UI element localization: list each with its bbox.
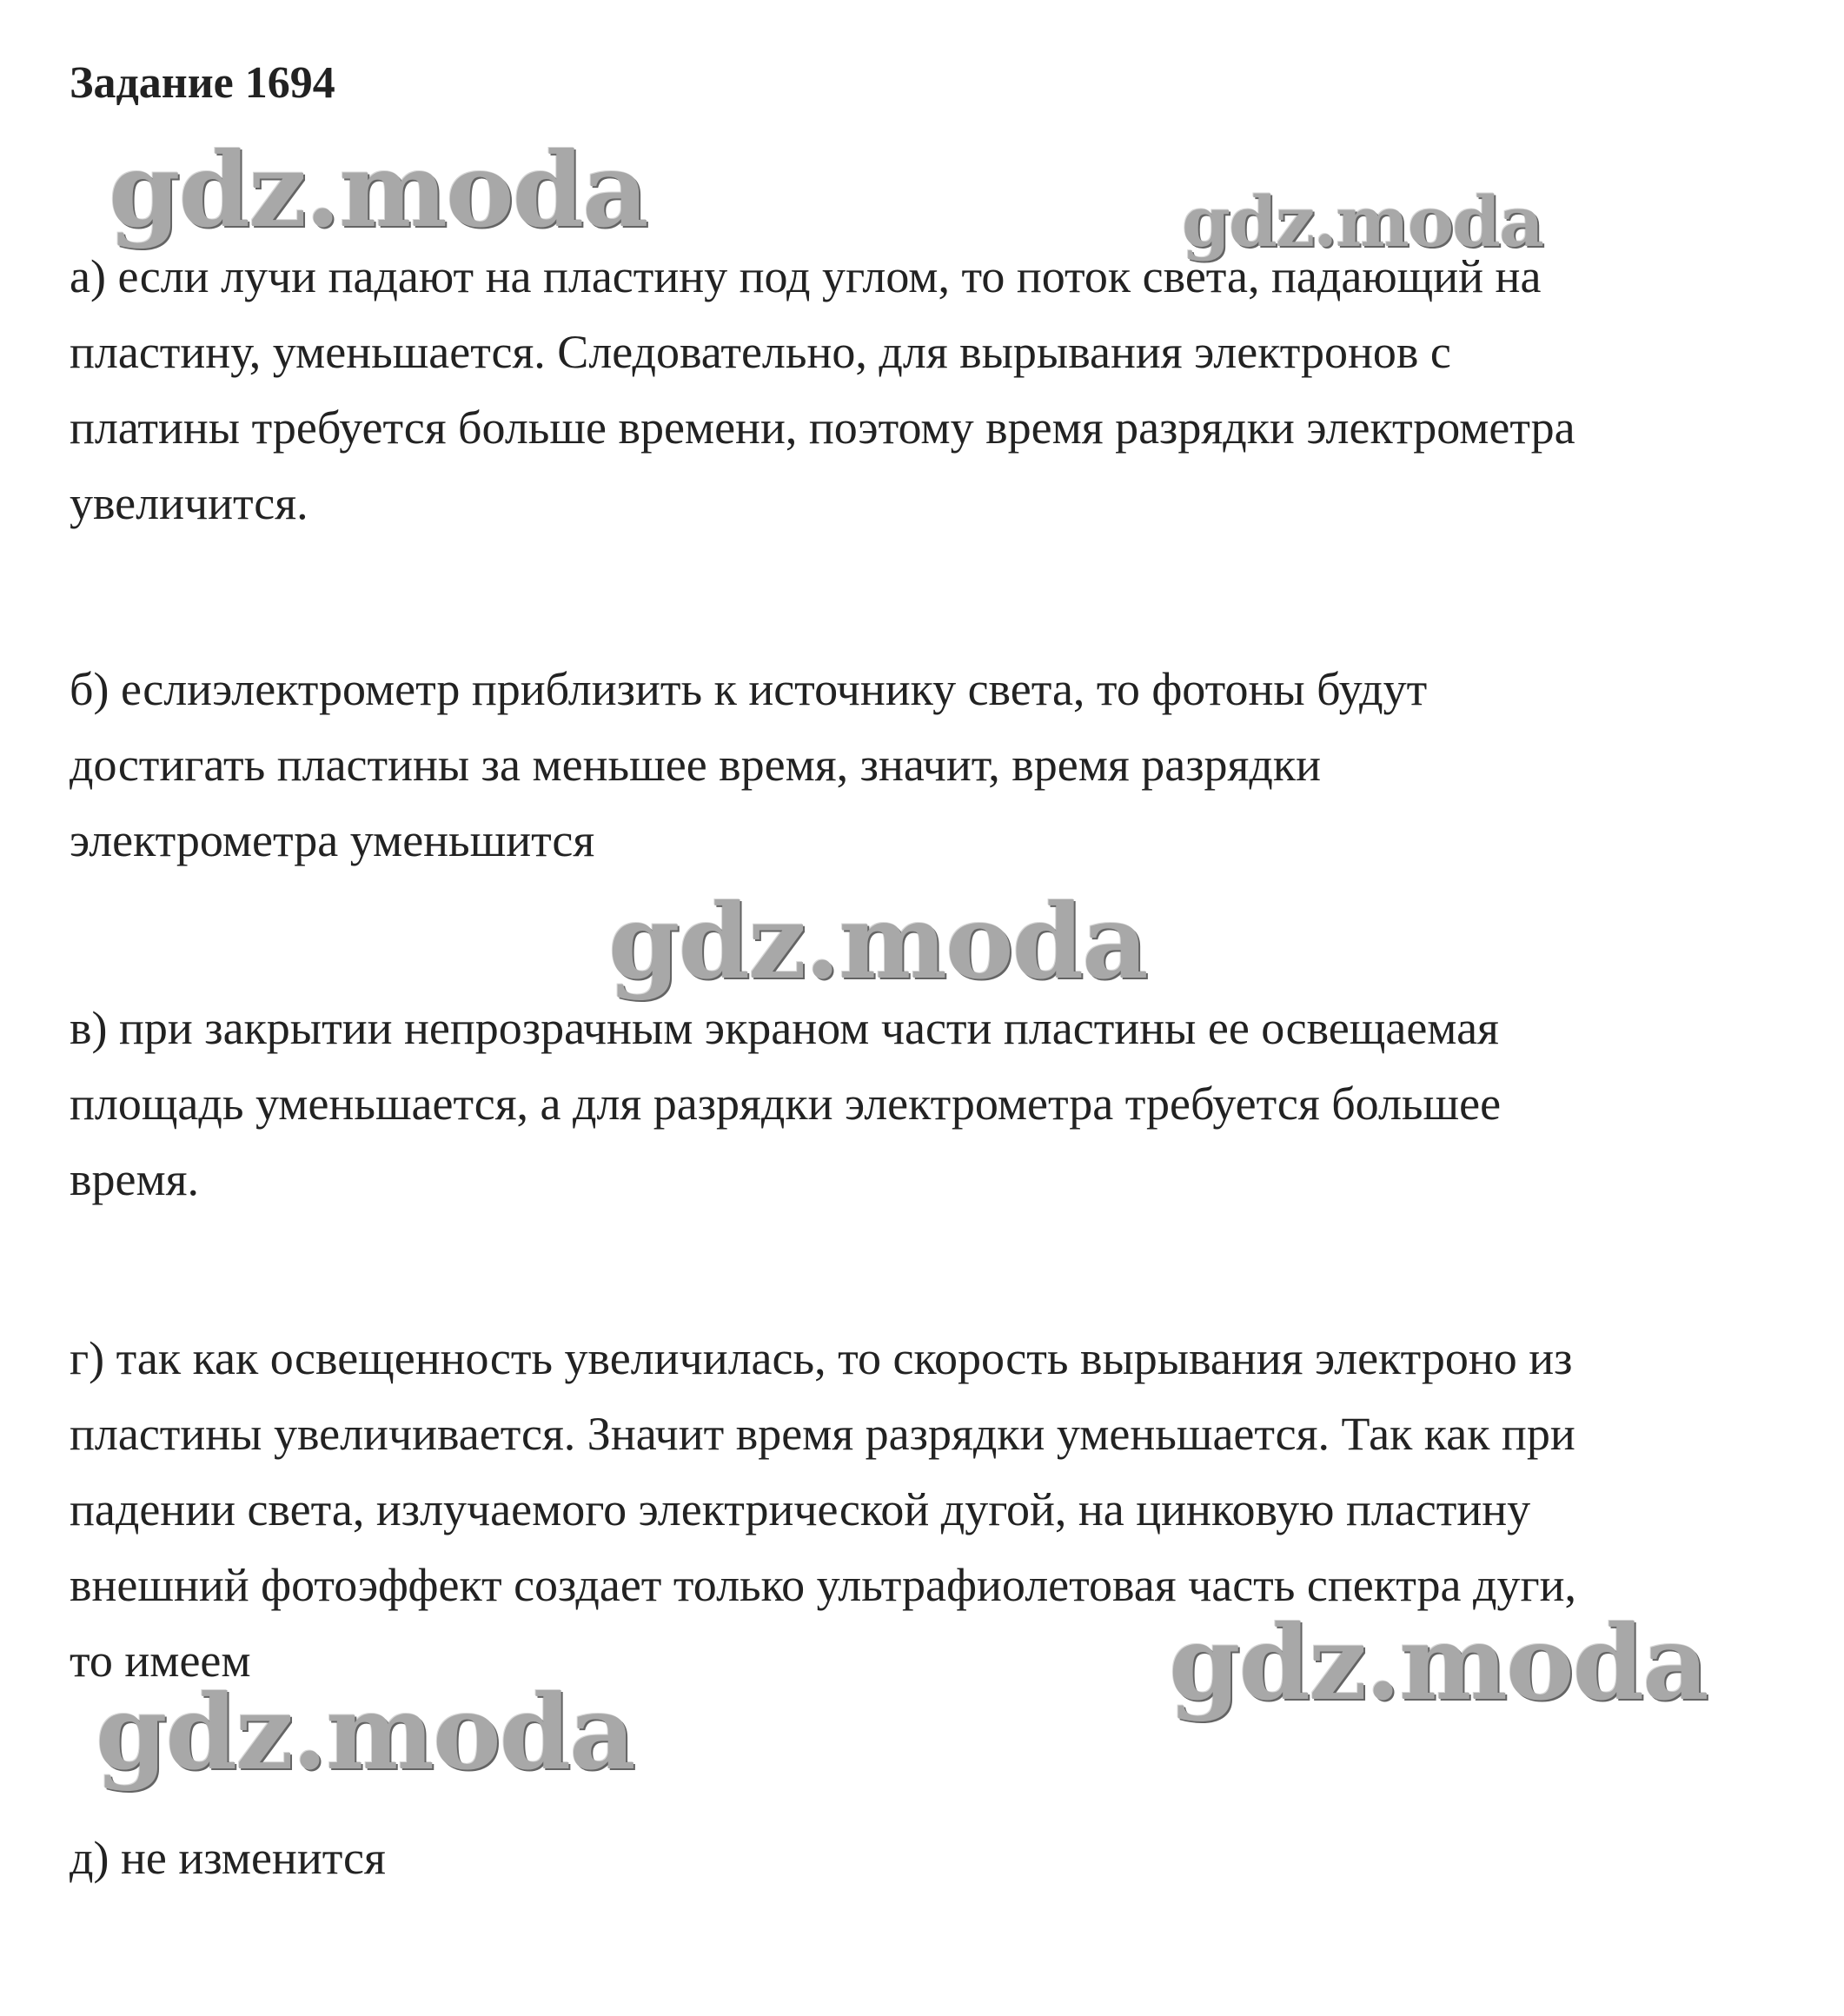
text-line: электрометра уменьшится <box>70 814 595 866</box>
text-line: увеличится. <box>70 477 308 529</box>
text-line: достигать пластины за меньшее время, значит, время разрядки <box>70 739 1321 791</box>
text-line: в) при закрытии непрозрачным экраном части пластины ее освещаемая <box>70 1002 1499 1054</box>
text-line: пластины увеличивается. Значит время разрядки уменьшается. Так как при <box>70 1408 1575 1460</box>
text-line: время. <box>70 1153 199 1205</box>
answer-a <box>70 239 1738 541</box>
watermark: gdz.moda <box>1169 1602 1708 1723</box>
text-line: д) не изменится <box>70 1832 386 1884</box>
answer-c <box>70 991 1738 1217</box>
text-line: то имеем <box>70 1635 251 1687</box>
text-line: падении света, излучаемого электрической дугой, на цинковую пластину <box>70 1483 1531 1535</box>
answer-b <box>70 652 1738 879</box>
task-title: Задание 1694 <box>70 58 335 108</box>
answer-d <box>70 1321 1738 1699</box>
watermark: gdz.moda <box>109 129 647 250</box>
answer-e <box>70 1820 1738 1896</box>
text-line: платины требуется больше времени, поэтому время разрядки электрометра <box>70 401 1575 454</box>
watermark: gdz.moda <box>608 881 1147 1002</box>
text-line: внешний фотоэффект создает только ультрафиолетовая часть спектра дуги, <box>70 1559 1577 1611</box>
watermark: gdz.moda <box>1182 181 1542 262</box>
text-line: пластину, уменьшается. Следовательно, для вырывания электронов с <box>70 326 1451 378</box>
text-line: площадь уменьшается, а для разрядки электрометра требуется большее <box>70 1078 1502 1130</box>
text-line: а) если лучи падают на пластину под углом, то поток света, падающий на <box>70 250 1542 302</box>
text-line: б) еслиэлектрометр приблизить к источнику света, то фотоны будут <box>70 663 1428 715</box>
text-line: г) так как освещенность увеличилась, то скорость вырывания электроно из <box>70 1332 1573 1384</box>
watermark: gdz.moda <box>96 1672 634 1793</box>
